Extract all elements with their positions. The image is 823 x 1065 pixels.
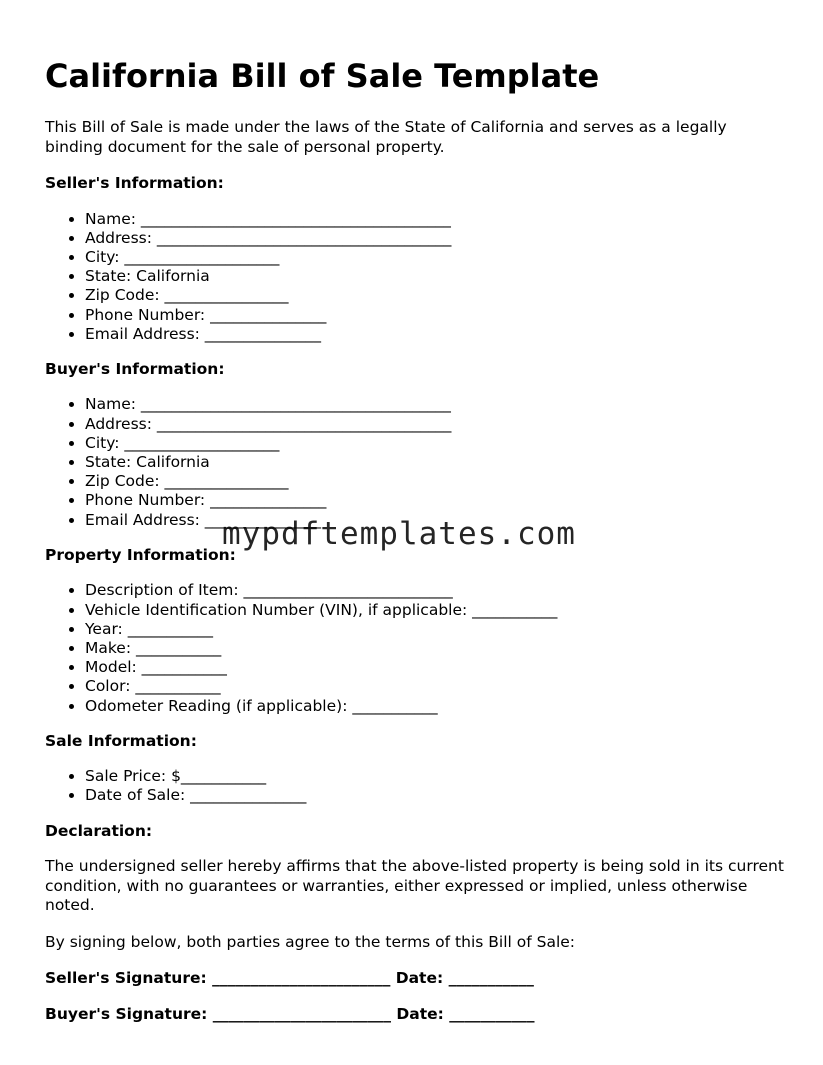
buyer-city-field: • City: ____________________ bbox=[85, 434, 785, 453]
watermark-text: mypdftemplates.com bbox=[222, 516, 576, 552]
sale-heading: Sale Information: bbox=[45, 731, 197, 750]
seller-name-field: • Name: ________________________________________ bbox=[85, 210, 785, 229]
buyer-name-field: • Name: ________________________________________ bbox=[85, 395, 785, 414]
agreement-text: By signing below, both parties agree to the terms of this Bill of Sale: bbox=[45, 932, 576, 951]
declaration-text: The undersigned seller hereby affirms that the above-listed property is being sold in its current condition, with no guarantees or warranties, either expressed or implied, unless otherwise noted. bbox=[45, 857, 784, 915]
property-list bbox=[45, 581, 785, 715]
seller-heading: Seller's Information: bbox=[45, 174, 224, 192]
seller-signature-line: Seller's Signature: _______________________ Date: ___________ bbox=[45, 969, 534, 988]
seller-state-field: • State: California bbox=[85, 267, 785, 286]
property-description-field: • Description of Item: ___________________________ bbox=[85, 581, 785, 600]
page-title: California Bill of Sale Template bbox=[45, 57, 600, 95]
buyer-state-field: • State: California bbox=[85, 453, 785, 472]
property-make-field: • Make: ___________ bbox=[85, 639, 785, 658]
buyer-email-field: • Email Address: _______________ bbox=[85, 511, 785, 530]
property-model-field: • Model: ___________ bbox=[85, 658, 785, 677]
property-odometer-field: • Odometer Reading (if applicable): ___________ bbox=[85, 697, 785, 716]
seller-address-field: • Address: ______________________________________ bbox=[85, 229, 785, 248]
seller-phone-field: • Phone Number: _______________ bbox=[85, 306, 785, 325]
seller-list bbox=[45, 210, 785, 344]
seller-zip-field: • Zip Code: ________________ bbox=[85, 286, 785, 305]
property-color-field: • Color: ___________ bbox=[85, 677, 785, 696]
buyer-signature-line: Buyer's Signature: _______________________ Date: ___________ bbox=[45, 1004, 535, 1023]
declaration-heading: Declaration: bbox=[45, 821, 153, 840]
buyer-address-field: • Address: ______________________________________ bbox=[85, 415, 785, 434]
sale-list bbox=[45, 767, 785, 805]
buyer-list bbox=[45, 395, 785, 529]
buyer-phone-field: • Phone Number: _______________ bbox=[85, 491, 785, 510]
property-year-field: • Year: ___________ bbox=[85, 620, 785, 639]
sale-price-field: • Sale Price: $___________ bbox=[85, 767, 785, 786]
seller-city-field: • City: ____________________ bbox=[85, 248, 785, 267]
property-heading: Property Information: bbox=[45, 545, 236, 564]
sale-date-field: • Date of Sale: _______________ bbox=[85, 786, 785, 805]
buyer-heading: Buyer's Information: bbox=[45, 359, 225, 378]
property-vin-field: • Vehicle Identification Number (VIN), if applicable: ___________ bbox=[85, 601, 785, 620]
seller-email-field: • Email Address: _______________ bbox=[85, 325, 785, 344]
intro-paragraph: This Bill of Sale is made under the laws of the State of California and serves as a legally binding document for the sale of personal property. bbox=[45, 118, 727, 156]
buyer-zip-field: • Zip Code: ________________ bbox=[85, 472, 785, 491]
